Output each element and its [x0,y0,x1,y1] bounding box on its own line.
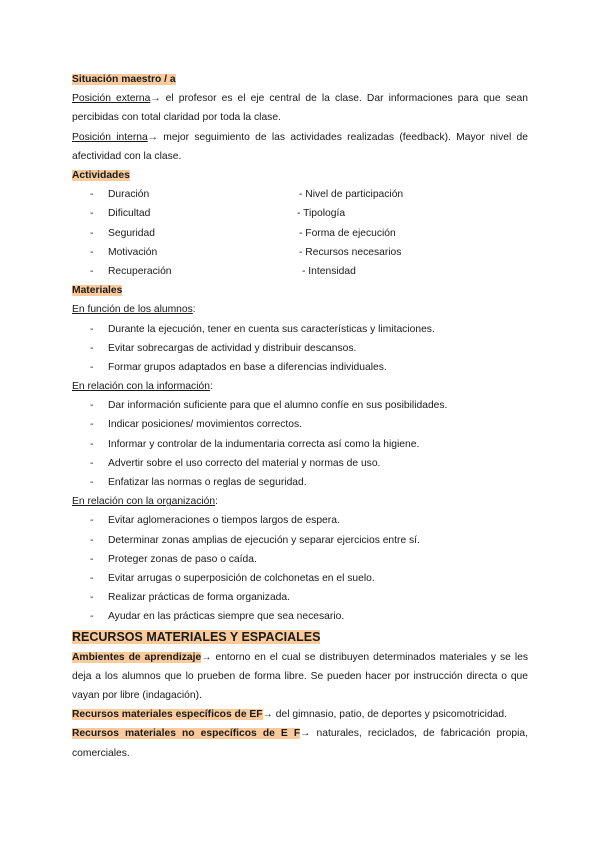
list-dash: - [90,342,94,354]
actividad-right: - Intensidad [302,265,356,277]
actividades-heading: Actividades [72,170,130,181]
materiales-heading-line [72,281,528,300]
noespecificos-text: → naturales, reciclados, de fabricación propia, comerciales. [72,728,528,759]
list-dash: - [90,592,94,604]
list-dash: - [90,246,94,258]
actividades-row [72,185,528,204]
organizacion-label: En relación con la organización [72,496,216,508]
ambientes-paragraph [72,648,528,706]
posicion-interna-paragraph [72,128,528,166]
list-item [72,531,528,550]
list-dash: - [90,515,94,527]
posicion-externa-paragraph [72,89,528,127]
list-dash: - [90,534,94,546]
recursos-title-line [72,627,528,648]
actividad-left: Dificultad [108,208,151,220]
posicion-externa-label: Posición externa [72,93,151,105]
actividades-row [72,262,528,281]
situacion-heading-line [72,70,528,89]
actividad-left: Duración [108,189,150,201]
ambientes-label: Ambientes de aprendizaje [72,651,202,663]
list-item-text: Dar información suficiente para que el alumno confíe en sus posibilidades. [108,400,448,412]
actividad-right: - Nivel de participación [299,189,404,201]
informacion-label: En relación con la información [72,381,210,393]
list-dash: - [90,227,94,239]
list-dash: - [90,189,94,201]
posicion-interna-label: Posición interna [72,131,148,143]
actividad-left: Recuperación [108,265,172,277]
document-page [72,70,528,763]
list-item [72,550,528,569]
list-dash: - [90,457,94,469]
list-item [72,320,528,339]
ambientes-text: → entorno en el cual se distribuyen determinados materiales y se les deja a los alumnos que lo prueben de forma libre. Se pueden hacer por instrucción directa o que vayan por libre (indagación). [72,651,528,701]
list-item [72,358,528,377]
list-item [72,415,528,434]
list-item-text: Enfatizar las normas o reglas de seguridad. [108,477,307,488]
list-dash: - [90,477,94,488]
list-item [72,607,528,626]
list-item [72,396,528,415]
list-item [72,454,528,473]
list-item-text: Formar grupos adaptados en base a diferencias individuales. [108,361,387,373]
actividades-row [72,204,528,223]
list-item-text: Advertir sobre el uso correcto del material y normas de uso. [108,457,381,469]
list-dash: - [90,400,94,412]
list-item [72,569,528,588]
list-dash: - [90,611,94,623]
list-item [72,435,528,454]
list-item [72,511,528,530]
list-item-text: Indicar posiciones/ movimientos correctos. [108,419,303,431]
organizacion-subheading: En relación con la organización: [72,496,218,508]
list-item-text: Evitar arrugas o superposición de colchonetas en el suelo. [108,572,375,584]
posicion-interna-text: → mejor seguimiento de las actividades realizadas (feedback). Mayor nivel de afectividad con la clase. [72,131,528,162]
actividad-right: - Forma de ejecución [299,227,396,239]
materiales-heading: Materiales [72,285,123,297]
list-item-text: Proteger zonas de paso o caída. [108,553,257,565]
actividad-right: - Tipología [297,208,346,220]
list-item-text: Determinar zonas amplias de ejecución y separar ejercicios entre sí. [108,534,420,546]
especificos-paragraph [72,705,528,724]
list-item-text: Ayudar en las prácticas siempre que sea necesario. [108,611,345,623]
especificos-label: Recursos materiales específicos de EF [72,709,263,721]
list-item [72,339,528,358]
list-dash: - [90,323,94,335]
noespecificos-paragraph [72,724,528,762]
actividades-heading-line [72,166,528,185]
posicion-externa-text: → el profesor es el eje central de la clase. Dar informaciones para que sean percibidas con total claridad por toda la clase. [72,93,528,124]
informacion-subheading: En relación con la información: [72,381,213,393]
list-item-text: Realizar prácticas de forma organizada. [108,592,291,604]
list-dash: - [90,361,94,373]
list-item [72,588,528,607]
list-dash: - [90,572,94,584]
list-item-text: Informar y controlar de la indumentaria correcta así como la higiene. [108,438,420,450]
list-item-text: Evitar sobrecargas de actividad y distribuir descansos. [108,342,357,354]
list-dash: - [90,265,94,277]
list-dash: - [90,208,94,220]
list-dash: - [90,438,94,450]
alumnos-subheading: En función de los alumnos: [72,304,196,316]
actividad-left: Seguridad [108,227,155,239]
recursos-title: RECURSOS MATERIALES Y ESPACIALES [72,629,321,644]
actividad-right: - Recursos necesarios [299,246,402,258]
actividad-left: Motivación [108,246,158,258]
situacion-heading: Situación maestro / a [72,74,176,85]
list-item-text: Evitar aglomeraciones o tiempos largos de espera. [108,515,340,527]
especificos-text: → del gimnasio, patio, de deportes y psicomotricidad. [262,709,507,721]
list-item-text: Durante la ejecución, tener en cuenta sus características y limitaciones. [108,323,435,335]
list-item [72,473,528,492]
noespecificos-label: Recursos materiales no específicos de E F [72,728,301,740]
list-dash: - [90,553,94,565]
actividades-row [72,243,528,262]
list-dash: - [90,419,94,431]
alumnos-label: En función de los alumnos [72,304,193,316]
actividades-row [72,224,528,243]
